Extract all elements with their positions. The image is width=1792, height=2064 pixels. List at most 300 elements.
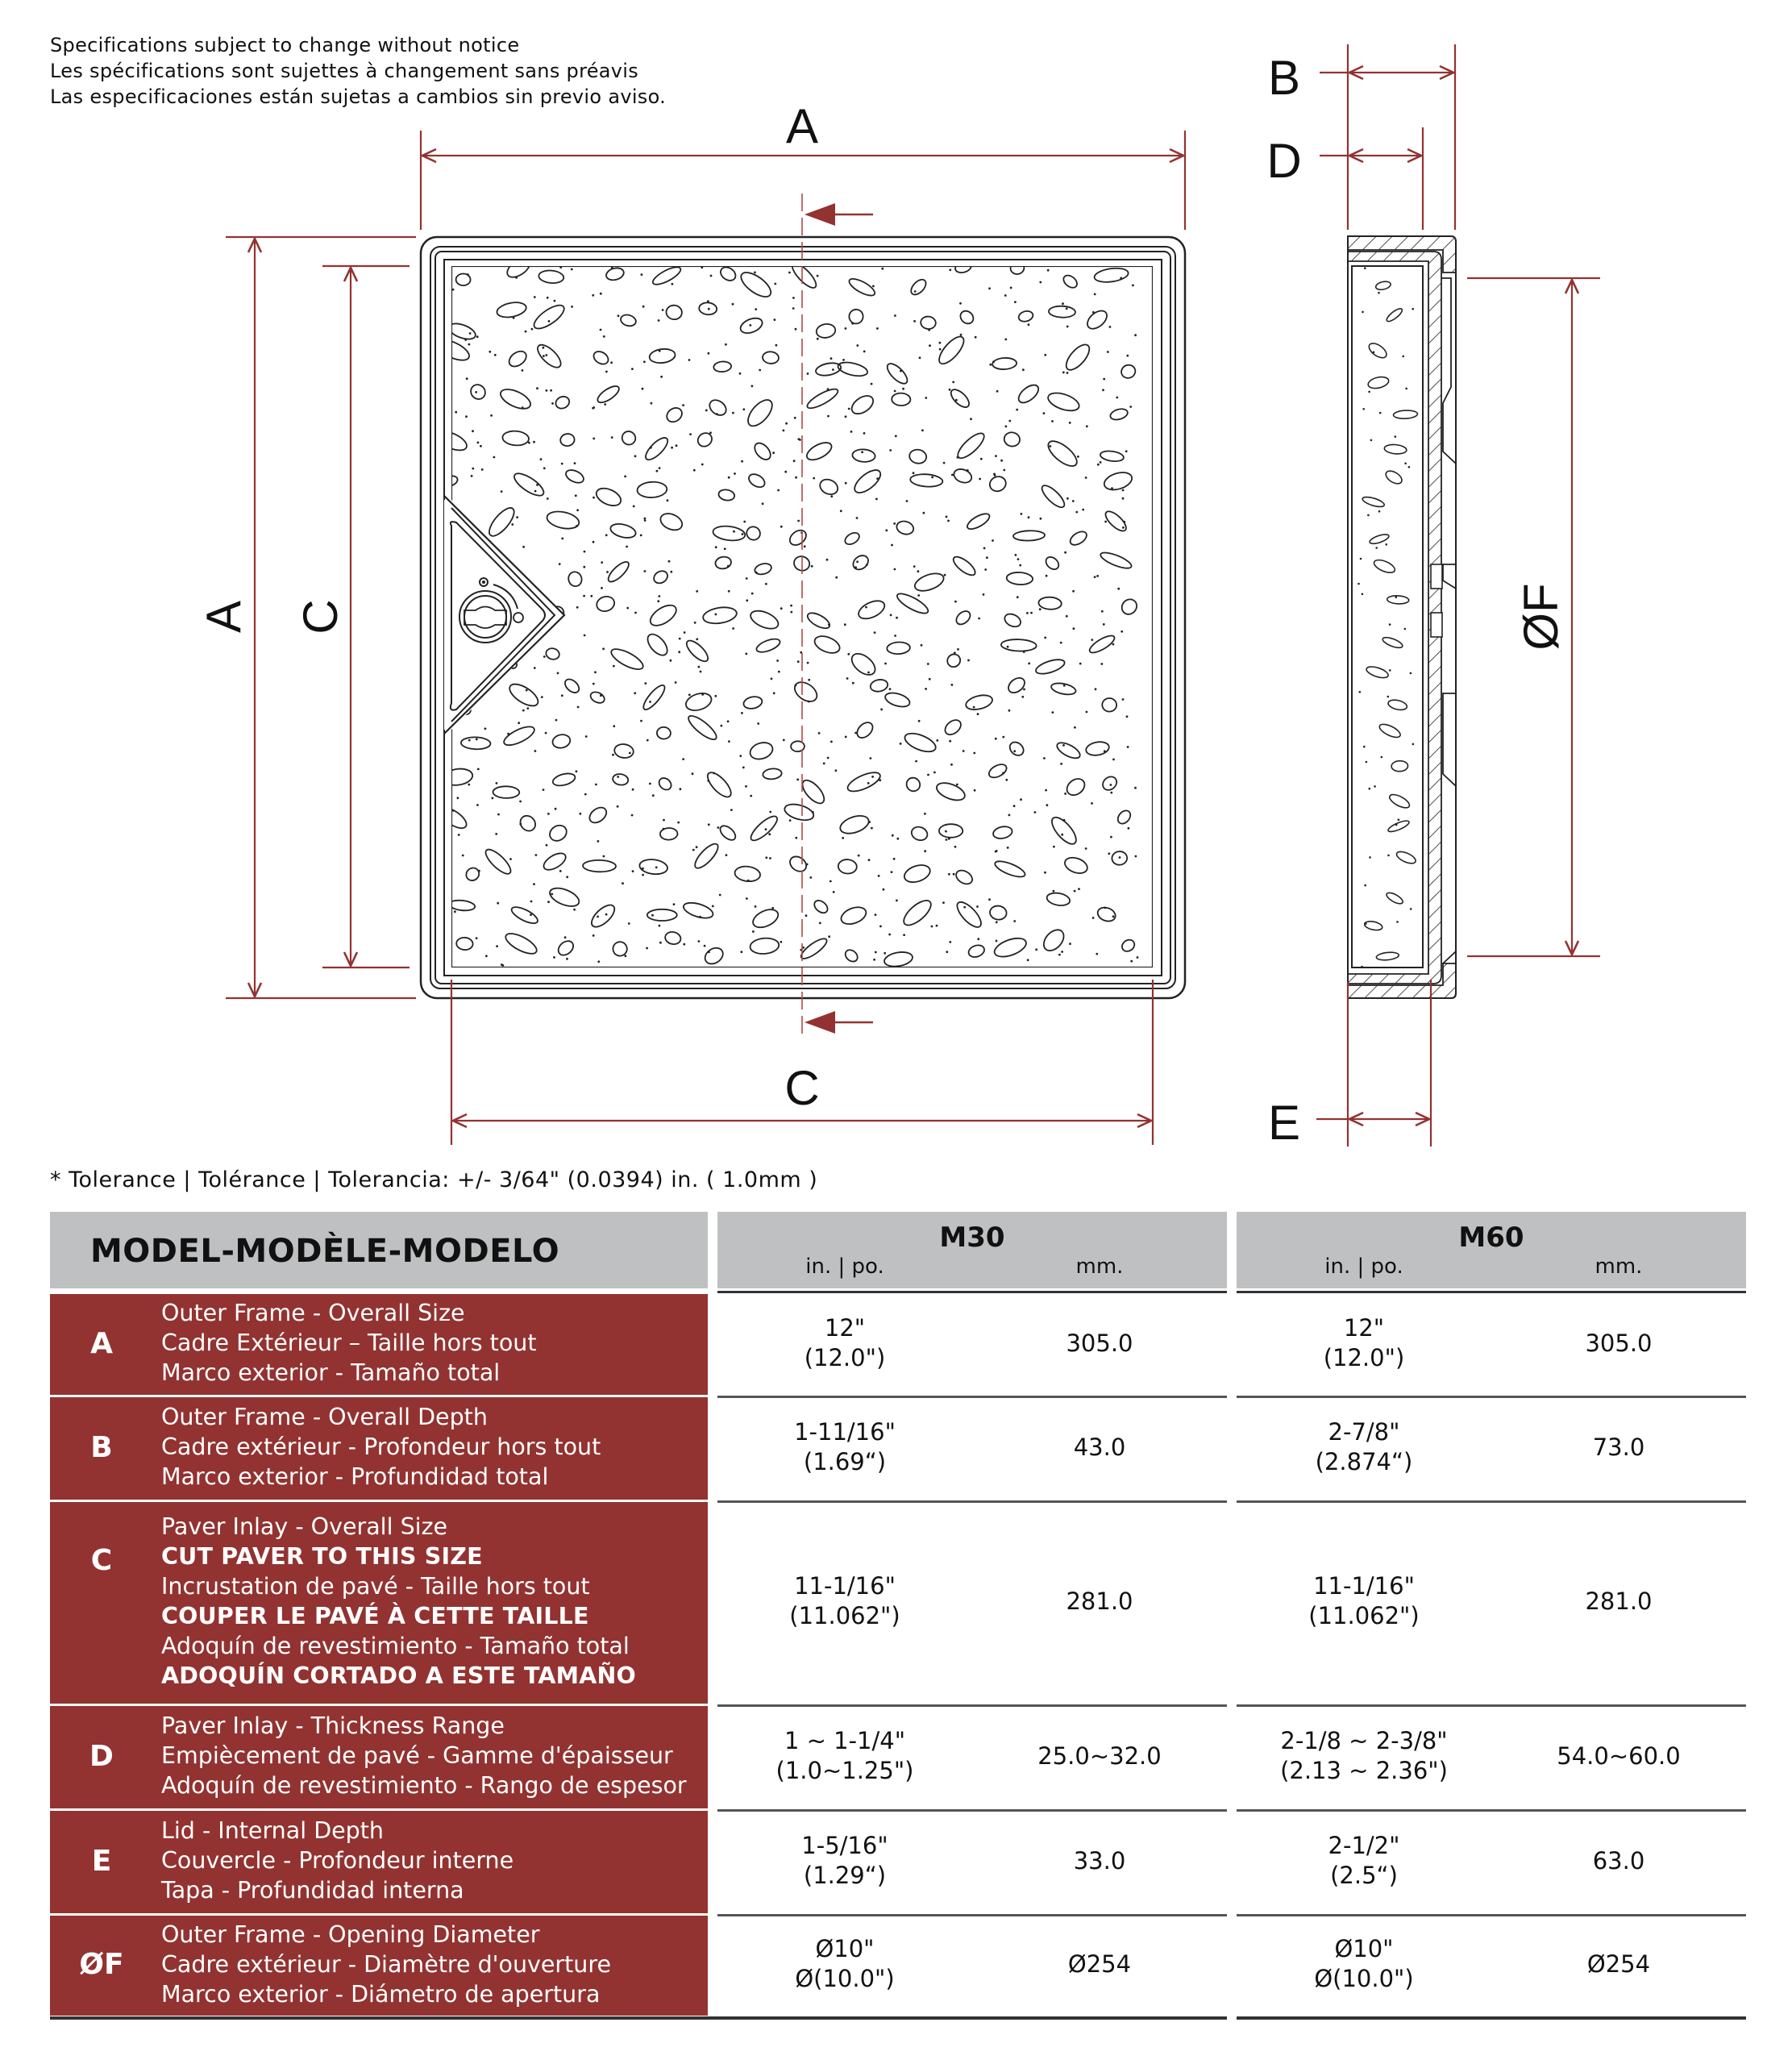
sand-dot [1402,356,1404,358]
sand-dot [1385,543,1387,546]
value-in-m60 [1237,1831,1491,1891]
sand-dot [475,391,477,393]
sand-dot [996,940,998,943]
sand-dot [976,262,979,264]
sand-dot [1395,435,1397,438]
sand-dot [845,736,847,739]
sand-dot [1410,908,1412,910]
sand-dot [1119,856,1121,859]
sand-dot [871,776,874,778]
sand-dot [1005,779,1008,781]
sand-dot [642,868,644,870]
note-english: Specifications subject to change without notice [50,34,520,56]
sand-dot [652,794,655,797]
sand-dot [956,784,958,786]
sand-dot [1028,516,1030,518]
sand-dot [481,468,484,471]
sand-dot [626,607,629,610]
sand-dot [601,561,603,564]
sand-dot [875,951,877,954]
sand-dot [1360,558,1362,560]
sand-dot [543,467,546,469]
sand-dot [727,565,730,568]
sand-dot [807,372,809,375]
sand-dot [688,359,691,361]
sand-dot [1404,463,1407,465]
value-in-m60 [1237,1313,1491,1373]
sand-dot [680,788,682,790]
sand-dot [1387,855,1390,857]
sand-dot [1066,497,1069,500]
value-mm-m60: Ø254 [1586,1950,1651,1978]
sand-dot [717,826,720,829]
sand-dot [871,383,873,385]
sand-dot [844,623,846,626]
value-in-m30 [717,1934,972,1994]
sand-dot [519,823,522,826]
sand-dot [924,850,926,852]
sand-dot [827,757,829,759]
sand-dot [856,560,859,563]
sand-dot [522,546,525,548]
sand-dot [497,902,499,905]
sand-dot [603,335,605,338]
sand-dot [476,739,478,741]
sand-dot [634,455,637,457]
sand-dot [708,951,710,953]
row-divider [717,1809,1227,1812]
sand-dot [805,914,808,917]
sand-dot [1126,355,1129,357]
sand-dot [548,320,551,322]
dimension-e [1268,980,1431,1150]
sand-dot [826,559,829,561]
sand-dot [1092,311,1095,314]
sand-dot [682,404,684,406]
sand-dot [707,300,709,302]
sand-dot [1044,637,1046,639]
sand-dot [944,574,946,576]
description-line: ADOQUÍN CORTADO A ESTE TAMAÑO [161,1662,636,1689]
sand-dot [724,262,726,264]
value-mm-m30: 43.0 [1073,1433,1126,1461]
sand-dot [535,854,538,856]
sand-dot [1104,521,1107,523]
sand-dot [1405,388,1407,390]
sand-dot [440,908,443,910]
sand-dot [988,898,991,901]
sand-dot [536,484,538,486]
sand-dot [933,772,936,774]
sand-dot [983,593,985,596]
sand-dot [659,467,661,469]
sand-dot [951,684,954,686]
sand-dot [797,520,800,522]
sand-dot [947,520,950,522]
sand-dot [1123,521,1125,523]
sand-dot [497,814,500,816]
sand-dot [793,460,796,462]
note-french: Les spécifications sont sujettes à changement sans préavis [50,60,639,82]
sand-dot [755,308,757,310]
dimension-d-label: D [1266,134,1302,188]
sand-dot [854,566,857,568]
sand-dot [631,368,634,370]
sand-dot [1096,953,1098,955]
sand-dot [817,275,819,277]
sand-dot [876,477,879,480]
value-in-line: 11-1/16" [1313,1572,1415,1600]
sand-dot [1005,426,1008,428]
sand-dot [1008,710,1011,712]
sand-dot [1000,460,1003,462]
value-mm-m30: 33.0 [1073,1846,1126,1875]
sand-dot [811,565,813,568]
sand-dot [840,510,842,512]
key-lock-outer [459,591,511,643]
sand-dot [893,522,896,525]
sand-dot [858,855,860,857]
sand-dot [732,412,734,414]
sand-dot [465,415,468,418]
sand-dot [1023,651,1025,653]
sand-dot [543,355,545,357]
description-line: Outer Frame - Overall Size [161,1300,465,1326]
sand-dot [995,455,997,457]
sand-dot [1381,756,1383,759]
sand-dot [919,356,921,359]
sand-dot [1374,785,1376,788]
sand-dot [659,925,661,927]
sand-dot [485,955,488,957]
sand-dot [751,385,754,388]
sand-dot [644,519,647,522]
sand-dot [948,873,950,876]
unit-mm-m30: mm. [1075,1255,1124,1279]
sand-dot [774,318,776,321]
sand-dot [918,720,921,722]
sand-dot [739,755,742,757]
section-arrow-top [805,203,873,226]
sand-dot [925,688,927,690]
value-in-line: (11.062") [1308,1602,1420,1629]
sand-dot [1062,372,1065,374]
sand-dot [989,364,992,366]
sand-dot [1023,689,1025,691]
sand-dot [1100,663,1103,665]
sand-dot [977,713,979,715]
sand-dot [472,430,474,432]
sand-dot [1063,819,1066,822]
sand-dot [530,901,533,903]
sand-dot [472,468,474,470]
sand-dot [796,779,799,781]
sand-dot [900,370,902,372]
spec-table [50,1212,1746,2026]
sand-dot [963,906,966,909]
sand-dot [741,460,743,463]
sand-dot [996,921,998,923]
sand-dot [516,516,518,518]
dimension-description [161,1512,636,1691]
sand-dot [845,482,847,485]
sand-dot [1040,518,1042,520]
sand-dot [846,677,849,680]
sand-dot [613,725,615,727]
sand-dot [1074,726,1076,729]
sand-dot [1039,281,1042,284]
sand-dot [1072,500,1075,502]
sand-dot [745,785,747,788]
sand-dot [590,595,592,597]
sand-dot [830,495,833,497]
value-in-m30 [717,1726,972,1786]
sand-dot [646,947,648,950]
sand-dot [795,328,797,331]
description-line: Tapa - Profundidad interna [161,1877,464,1904]
dimension-key: D [89,1739,114,1773]
sand-dot [547,901,550,903]
sand-dot [809,876,812,879]
sand-dot [1111,487,1113,489]
sand-dot [625,955,627,957]
side-view [1266,44,1600,1150]
sand-dot [952,381,954,384]
sand-dot [795,685,797,687]
sand-dot [943,462,946,464]
sand-dot [585,735,588,738]
sand-dot [611,436,613,439]
sand-dot [750,795,752,797]
sand-dot [651,914,654,917]
sand-dot [533,883,535,885]
sand-dot [949,268,951,271]
sand-dot [884,952,886,955]
sand-dot [1045,789,1047,792]
dimension-description [161,1402,601,1492]
sand-dot [741,712,743,714]
value-in-line: 12" [1343,1313,1385,1342]
sand-dot [1085,476,1087,479]
sand-dot [595,784,597,786]
sand-dot [1110,836,1112,838]
sand-dot [576,509,579,511]
sand-dot [1027,959,1029,961]
value-in-line: (2.5“) [1330,1861,1398,1889]
sand-dot [967,469,969,472]
sand-dot [724,547,726,550]
sand-dot [600,694,602,697]
sand-dot [545,732,547,734]
sand-dot [632,789,634,791]
sand-dot [682,758,684,760]
sand-dot [484,727,487,730]
value-mm-m30: 25.0~32.0 [1037,1742,1162,1770]
sand-dot [561,694,563,697]
sand-dot [522,406,524,409]
value-in-line: Ø10" [1334,1935,1394,1962]
value-in-line: 2-1/2" [1328,1831,1400,1859]
sand-dot [689,433,692,435]
sand-dot [600,293,602,295]
sand-dot [1375,547,1378,549]
sand-dot [1412,308,1414,310]
sand-dot [501,963,503,966]
sand-dot [835,769,838,772]
sand-dot [513,317,515,319]
description-line: Outer Frame - Opening Diameter [161,1920,540,1948]
sand-dot [1387,696,1390,698]
sand-dot [889,449,892,452]
table-bottom-rule [50,2016,717,2020]
sand-dot [704,945,706,947]
sand-dot [806,863,809,866]
sand-dot [1389,623,1391,626]
sand-dot [592,497,595,499]
sand-dot [490,414,493,417]
sand-dot [819,922,821,925]
sand-dot [1120,277,1122,280]
sand-dot [462,855,464,857]
sand-dot [632,870,634,872]
sand-dot [1069,943,1071,945]
sand-dot [597,840,600,843]
sand-dot [928,329,930,331]
sand-dot [1013,805,1016,807]
sand-dot [895,435,897,438]
sand-dot [875,913,877,916]
sand-dot [446,893,448,896]
sand-dot [995,738,997,740]
sand-dot [1364,267,1366,269]
sand-dot [835,576,838,579]
sand-dot [1395,824,1398,826]
sand-dot [605,534,608,536]
sand-dot [1017,596,1019,598]
sand-dot [797,438,800,440]
sand-dot [698,666,701,668]
sand-dot [762,502,764,505]
sand-dot [927,663,929,665]
sand-dot [949,740,951,743]
dimension-b-label: B [1267,51,1301,105]
sand-dot [917,570,920,572]
sand-dot [659,942,662,944]
sand-dot [467,273,469,276]
sand-dot [540,458,543,460]
sand-dot [1125,450,1128,452]
sand-dot [1121,630,1123,633]
sand-dot [1134,787,1137,789]
sand-dot [740,951,742,953]
sand-dot [571,306,573,308]
sand-dot [1078,888,1080,890]
sand-dot [716,413,718,415]
description-line: Cadre extérieur - Profondeur hors tout [161,1434,601,1460]
sand-dot [807,662,809,664]
sand-dot [832,368,834,371]
dimension-a-left-label: A [197,600,251,634]
sand-dot [1126,715,1129,718]
sand-dot [1095,688,1097,690]
sand-dot [644,682,647,685]
value-in-line: 12" [824,1313,866,1342]
sand-dot [957,648,959,651]
sand-dot [771,678,773,680]
sand-dot [949,389,951,391]
sand-dot [1002,736,1004,739]
section-arrow-bottom [805,1011,873,1034]
sand-dot [651,402,653,405]
sand-dot [571,268,573,271]
sand-dot [960,334,963,336]
sand-dot [795,837,797,839]
sand-dot [865,606,867,609]
sand-dot [1102,389,1104,391]
sand-dot [1112,643,1115,646]
sand-dot [454,910,456,913]
sand-dot [683,943,685,946]
header-divider [1237,1291,1746,1293]
sand-dot [1028,663,1030,665]
sand-dot [780,526,783,528]
sand-dot [546,844,548,847]
row-label-c [50,1502,708,1704]
sand-dot [789,819,792,822]
sand-dot [1007,847,1009,849]
sand-dot [885,530,888,532]
sand-dot [863,351,866,353]
sand-dot [1134,334,1137,336]
sand-dot [547,497,549,500]
sand-dot [1373,352,1375,354]
sand-dot [946,951,948,953]
sand-dot [1060,763,1062,765]
sand-dot [476,937,478,939]
sand-dot [1122,489,1125,492]
sand-dot [671,283,674,285]
value-in-line: Ø10" [815,1935,875,1962]
sand-dot [612,754,614,756]
sand-dot [601,587,603,589]
sand-dot [584,793,587,796]
value-in-line: 2-1/8 ~ 2-3/8" [1280,1726,1448,1754]
sand-dot [732,303,734,306]
sand-dot [489,351,491,353]
dimension-key: A [90,1326,113,1360]
sand-dot [1110,792,1112,794]
sand-dot [543,655,546,658]
sand-dot [1046,804,1049,806]
sand-dot [675,681,677,684]
sand-dot [1370,439,1373,442]
sand-dot [755,905,757,908]
sand-dot [727,720,730,722]
sand-dot [973,752,975,755]
sand-dot [828,935,830,938]
sand-dot [478,870,480,872]
sand-dot [854,732,857,734]
description-line: Incrustation de pavé - Taille hors tout [161,1573,590,1600]
value-in-line: (12.0") [804,1343,886,1371]
sand-dot [746,599,748,601]
value-in-m30 [717,1831,972,1891]
sand-dot [923,512,925,514]
sand-dot [592,438,595,440]
sand-dot [751,593,754,595]
sand-dot [452,809,455,812]
sand-dot [879,779,881,781]
